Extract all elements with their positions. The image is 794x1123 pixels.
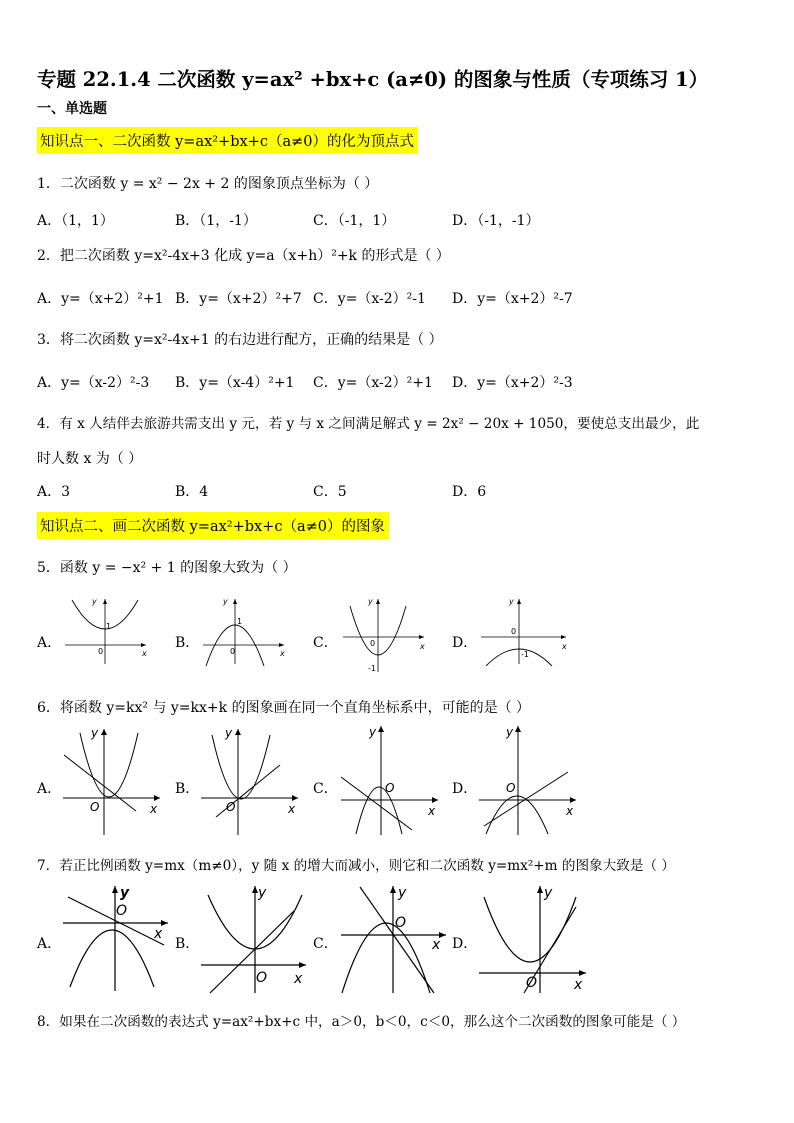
axis-label-x: x [428,804,436,818]
page-title: 专题 22.1.4 二次函数 y=ax² +bx+c (a≠0) 的图象与性质（专项练习 1） [37,68,709,91]
q5-option-b[interactable]: B． [175,635,200,651]
origin-label: 0 [98,647,104,656]
axis-label-x: x [154,926,163,942]
q7-option-a[interactable]: A． [37,936,62,952]
q7-graph-b [198,883,308,995]
q3-option-d[interactable]: D．y=（x+2）²-3 [452,375,573,391]
q6-option-c[interactable]: C． [313,781,338,797]
question-1: 1．二次函数 y = x² − 2x + 2 的图象顶点坐标为（ ） [37,176,379,192]
q6-graph-b [198,725,303,837]
topic-heading-2: 知识点二、画二次函数 y=ax²+bx+c（a≠0）的图象 [37,512,389,539]
q6-option-b[interactable]: B． [175,781,200,797]
origin-label: O [506,781,516,795]
axis-label-x: x [574,977,583,993]
q2-option-d[interactable]: D．y=（x+2）²-7 [452,291,573,307]
question-2: 2．把二次函数 y=x²-4x+3 化成 y=a（x+h）²+k 的形式是（ ） [37,248,450,264]
axis-label-y: y [506,725,514,739]
q3-option-c[interactable]: C．y=（x-2）²+1 [313,375,433,391]
origin-label: O [256,970,268,986]
axis-label-y: y [120,885,130,901]
q5-graph-b [198,594,288,666]
axis-label-y: y [544,885,553,901]
q1-option-d[interactable]: D．（-1，-1） [452,213,540,229]
q1-option-a[interactable]: A．（1，1） [37,213,114,229]
q7-graph-a [60,883,170,993]
q5-option-c[interactable]: C． [313,635,338,651]
axis-label-y: y [223,597,228,606]
origin-label: O [385,781,395,795]
q1-option-b[interactable]: B．（1，-1） [175,213,257,229]
axis-label-x: x [566,804,574,818]
axis-label-y: y [368,597,373,606]
question-5: 5．函数 y = −x² + 1 的图象大致为（ ） [37,560,297,576]
q4-option-c[interactable]: C．5 [313,484,347,500]
tick-label: -1 [521,650,529,659]
origin-label: 0 [511,627,517,636]
axis-label-x: x [142,649,147,658]
q7-option-d[interactable]: D． [452,936,478,952]
question-4: 4．有 x 人结伴去旅游共需支出 y 元，若 y 与 x 之间满足解式 y = 2x² − 20x + 1050，要使总支出最少，此 [37,416,700,432]
origin-label: O [395,915,407,931]
origin-label: O [226,800,236,814]
tick-label: 1 [237,617,243,626]
q2-option-b[interactable]: B．y=（x+2）²+7 [175,291,302,307]
axis-label-y: y [369,725,377,739]
q2-option-a[interactable]: A．y=（x+2）²+1 [37,291,164,307]
axis-label-x: x [150,802,158,816]
origin-label: 0 [230,647,236,656]
q6-option-d[interactable]: D． [452,781,478,797]
axis-label-x: x [288,802,296,816]
q4-option-a[interactable]: A．3 [37,484,71,500]
axis-label-y: y [398,885,407,901]
axis-label-y: y [92,597,97,606]
q6-graph-c [338,722,443,837]
question-4-line2: 时人数 x 为（ ） [37,451,143,467]
tick-label: -1 [368,664,376,673]
axis-label-x: x [420,642,425,651]
axis-label-x: x [432,937,441,953]
origin-label: O [526,975,538,991]
axis-label-x: x [562,642,567,651]
q1-option-c[interactable]: C．（-1，1） [313,213,396,229]
q3-option-b[interactable]: B．y=（x-4）²+1 [175,375,295,391]
topic-heading-1: 知识点一、二次函数 y=ax²+bx+c（a≠0）的化为顶点式 [37,127,418,154]
q5-option-d[interactable]: D． [452,635,478,651]
axis-label-y: y [509,597,514,606]
q7-option-c[interactable]: C． [313,936,338,952]
question-7: 7．若正比例函数 y=mx（m≠0），y 随 x 的增大而减小，则它和二次函数 y=mx²+m 的图象大致是（ ） [37,858,675,874]
q7-graph-d [476,883,588,995]
q7-option-b[interactable]: B． [175,936,200,952]
question-3: 3．将二次函数 y=x²-4x+1 的右边进行配方，正确的结果是（ ） [37,332,443,348]
q4-option-d[interactable]: D．6 [452,484,487,500]
axis-label-y: y [258,885,267,901]
q5-option-a[interactable]: A． [37,635,62,651]
q6-option-a[interactable]: A． [37,781,62,797]
q5-graph-a [60,594,150,666]
q3-option-a[interactable]: A．y=（x-2）²-3 [37,375,150,391]
axis-label-y: y [91,726,99,740]
q7-graph-c [338,883,448,995]
q4-option-b[interactable]: B．4 [175,484,209,500]
origin-label: 0 [370,639,376,648]
origin-label: O [116,903,128,919]
axis-label-x: x [280,649,285,658]
q6-graph-d [476,722,581,837]
q2-option-c[interactable]: C．y=（x-2）²-1 [313,291,426,307]
q6-graph-a [60,725,165,837]
question-8: 8．如果在二次函数的表达式 y=ax²+bx+c 中，a＞0，b＜0，c＜0，那么这个二次函数的图象可能是（ ） [37,1014,686,1030]
tick-label: 1 [106,622,112,631]
section-heading: 一、单选题 [37,101,107,117]
q5-graph-c [338,594,428,674]
axis-label-x: x [294,971,303,987]
origin-label: O [90,800,100,814]
question-6: 6．将函数 y=kx² 与 y=kx+k 的图象画在同一个直角坐标系中，可能的是（ ） [37,700,531,716]
q5-graph-d [476,594,571,666]
axis-label-y: y [225,726,233,740]
